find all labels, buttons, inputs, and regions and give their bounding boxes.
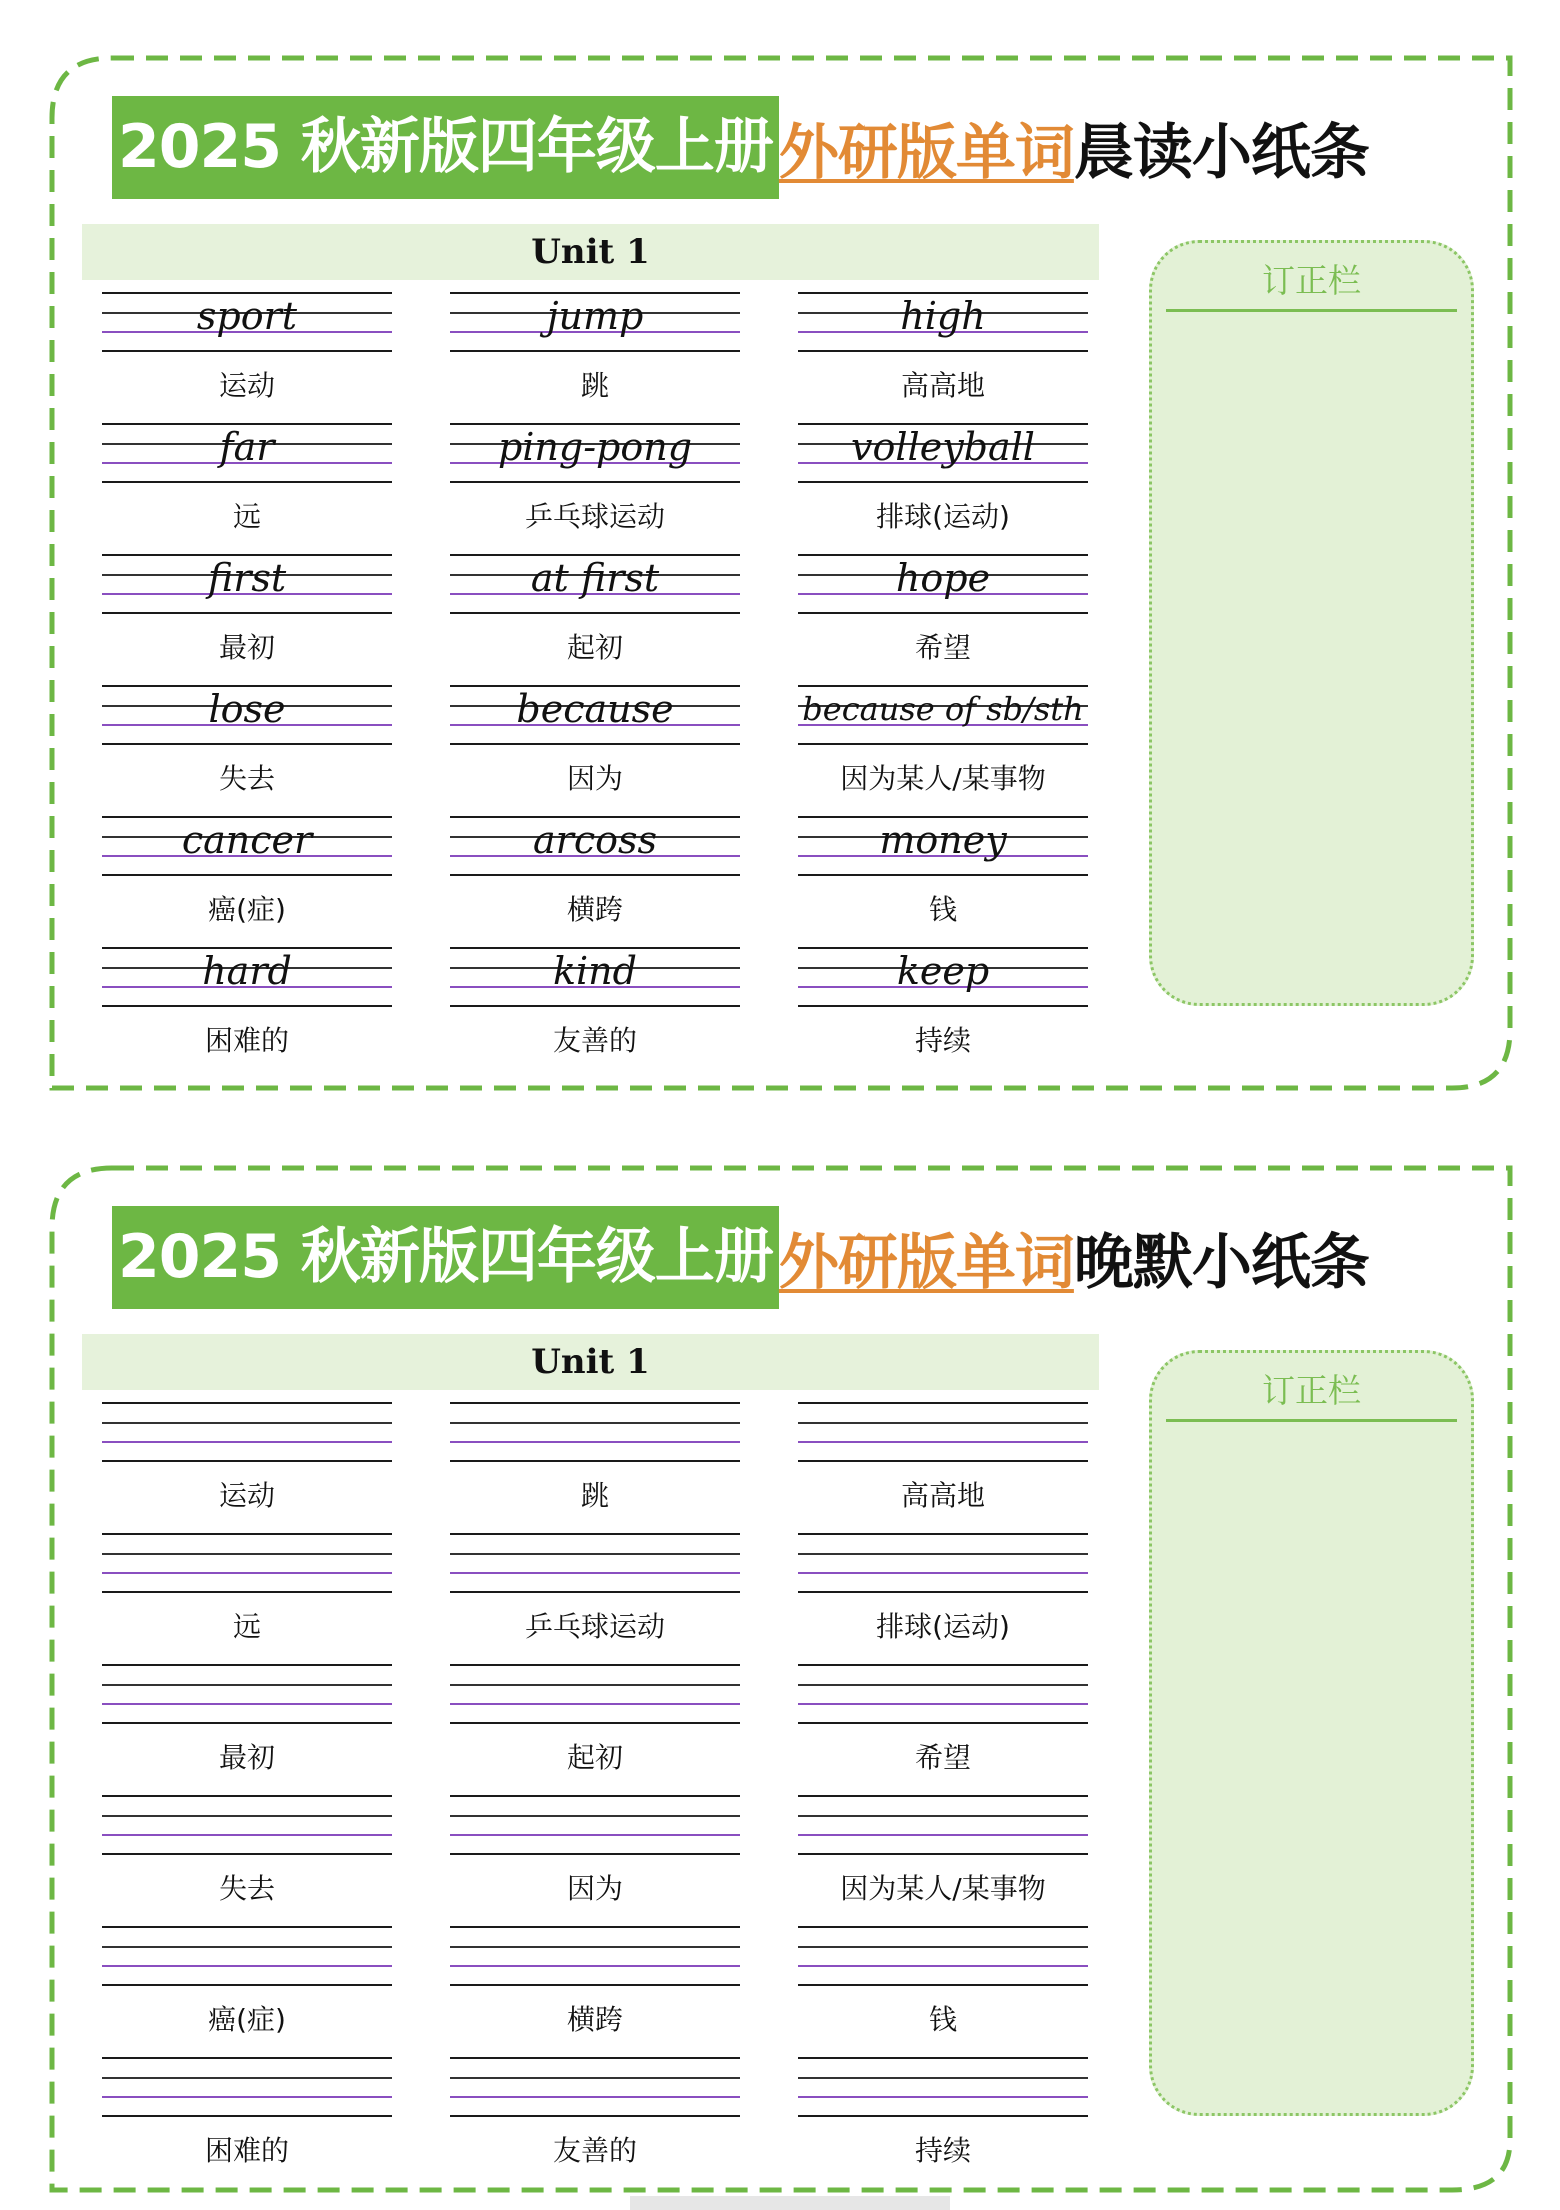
correction-underline <box>1166 1419 1457 1422</box>
english-word: cancer <box>181 818 313 862</box>
guide-line <box>798 1853 1088 1855</box>
guide-line <box>450 743 740 745</box>
guide-line <box>450 1005 740 1007</box>
guide-line <box>102 481 392 483</box>
english-word <box>102 1793 392 1853</box>
english-word: sport <box>196 294 298 338</box>
correction-panel[interactable] <box>1149 240 1474 1006</box>
guide-line <box>798 1591 1088 1593</box>
guide-line <box>798 1984 1088 1986</box>
guide-line <box>798 1722 1088 1724</box>
title-grade: 2025 秋新版四年级上册 <box>112 96 779 199</box>
english-word: kind <box>553 949 637 993</box>
chinese-meaning: 乒乓球运动 <box>524 500 665 533</box>
correction-panel[interactable] <box>1149 1350 1474 2116</box>
guide-line <box>798 1460 1088 1462</box>
english-word <box>798 1924 1088 1984</box>
english-word: first <box>207 556 287 600</box>
guide-line <box>102 350 392 352</box>
english-word <box>450 2055 740 2115</box>
chinese-meaning: 高高地 <box>900 369 985 402</box>
chinese-meaning: 因为 <box>566 762 623 795</box>
title-edition: 外研版单词 <box>778 117 1074 188</box>
guide-line <box>102 612 392 614</box>
english-word <box>450 1662 740 1722</box>
watermark-blur <box>630 2196 950 2210</box>
chinese-meaning: 起初 <box>566 631 623 664</box>
chinese-meaning: 高高地 <box>900 1479 985 1512</box>
chinese-meaning: 运动 <box>218 1479 275 1512</box>
chinese-meaning: 最初 <box>218 631 275 664</box>
english-word <box>798 1531 1088 1591</box>
card-title <box>112 100 1369 195</box>
english-word <box>450 1793 740 1853</box>
chinese-meaning: 远 <box>232 1610 261 1643</box>
english-word: arcoss <box>533 818 657 862</box>
chinese-meaning: 失去 <box>218 1872 275 1905</box>
unit-header: Unit 1 <box>82 224 1099 280</box>
english-word <box>798 1400 1088 1460</box>
chinese-meaning: 起初 <box>566 1741 623 1774</box>
chinese-meaning: 因为某人/某事物 <box>840 762 1046 795</box>
chinese-meaning: 跳 <box>580 1479 609 1512</box>
chinese-meaning: 因为 <box>566 1872 623 1905</box>
guide-line <box>798 481 1088 483</box>
chinese-meaning: 持续 <box>914 2134 971 2167</box>
guide-line <box>798 743 1088 745</box>
chinese-meaning: 失去 <box>218 762 275 795</box>
english-word <box>102 1924 392 1984</box>
guide-line <box>450 1984 740 1986</box>
chinese-meaning: 钱 <box>928 2003 957 2036</box>
chinese-meaning: 运动 <box>218 369 275 402</box>
english-word: jump <box>546 294 644 338</box>
guide-line <box>102 1722 392 1724</box>
chinese-meaning: 钱 <box>928 893 957 926</box>
chinese-meaning: 希望 <box>914 631 971 664</box>
english-word <box>102 1400 392 1460</box>
english-word: volleyball <box>851 425 1035 469</box>
chinese-meaning: 友善的 <box>552 1024 637 1057</box>
guide-line <box>102 874 392 876</box>
correction-title: 订正栏 <box>1262 261 1361 300</box>
english-word: keep <box>896 949 990 993</box>
english-word <box>450 1924 740 1984</box>
english-word: money <box>879 818 1007 862</box>
guide-line <box>102 1460 392 1462</box>
guide-line <box>798 1005 1088 1007</box>
chinese-meaning: 远 <box>232 500 261 533</box>
chinese-meaning: 困难的 <box>204 1024 289 1057</box>
chinese-meaning: 癌(症) <box>208 893 286 926</box>
english-word <box>798 1793 1088 1853</box>
guide-line <box>798 2115 1088 2117</box>
correction-underline <box>1166 309 1457 312</box>
guide-line <box>450 1722 740 1724</box>
english-word: ping-pong <box>497 425 693 469</box>
title-purpose: 晨读小纸条 <box>1073 117 1369 188</box>
english-word: high <box>900 294 986 338</box>
guide-line <box>450 1460 740 1462</box>
english-word <box>450 1531 740 1591</box>
chinese-meaning: 排球(运动) <box>876 500 1010 533</box>
guide-line <box>450 481 740 483</box>
guide-line <box>102 1005 392 1007</box>
guide-line <box>450 1853 740 1855</box>
english-word: because <box>516 687 674 731</box>
guide-line <box>798 612 1088 614</box>
english-word <box>102 1531 392 1591</box>
english-word: hard <box>202 949 292 993</box>
guide-line <box>450 612 740 614</box>
guide-line <box>798 350 1088 352</box>
guide-line <box>102 1591 392 1593</box>
evening-dictation-card <box>0 1110 1560 2170</box>
guide-line <box>450 2115 740 2117</box>
guide-line <box>102 743 392 745</box>
chinese-meaning: 最初 <box>218 1741 275 1774</box>
chinese-meaning: 因为某人/某事物 <box>840 1872 1046 1905</box>
english-word <box>102 1662 392 1722</box>
title-purpose: 晚默小纸条 <box>1073 1227 1369 1298</box>
unit-header: Unit 1 <box>82 1334 1099 1390</box>
english-word: because of sb/sth <box>802 690 1084 728</box>
guide-line <box>450 1591 740 1593</box>
chinese-meaning: 乒乓球运动 <box>524 1610 665 1643</box>
chinese-meaning: 排球(运动) <box>876 1610 1010 1643</box>
english-word <box>450 1400 740 1460</box>
chinese-meaning: 困难的 <box>204 2134 289 2167</box>
guide-line <box>102 1853 392 1855</box>
english-word: at first <box>530 556 660 600</box>
title-edition: 外研版单词 <box>778 1227 1074 1298</box>
english-word <box>102 2055 392 2115</box>
chinese-meaning: 横跨 <box>566 893 623 926</box>
title-grade: 2025 秋新版四年级上册 <box>112 1206 779 1309</box>
guide-line <box>102 1984 392 1986</box>
english-word: far <box>219 425 275 469</box>
english-word: hope <box>895 556 991 600</box>
guide-line <box>102 2115 392 2117</box>
guide-line <box>450 874 740 876</box>
english-word: lose <box>208 687 286 731</box>
guide-line <box>798 874 1088 876</box>
chinese-meaning: 横跨 <box>566 2003 623 2036</box>
chinese-meaning: 持续 <box>914 1024 971 1057</box>
card-title <box>112 1210 1369 1305</box>
guide-line <box>450 350 740 352</box>
morning-reading-card <box>0 0 1560 1060</box>
chinese-meaning: 希望 <box>914 1741 971 1774</box>
english-word <box>798 1662 1088 1722</box>
english-word <box>798 2055 1088 2115</box>
correction-title: 订正栏 <box>1262 1371 1361 1410</box>
chinese-meaning: 跳 <box>580 369 609 402</box>
chinese-meaning: 癌(症) <box>208 2003 286 2036</box>
chinese-meaning: 友善的 <box>552 2134 637 2167</box>
